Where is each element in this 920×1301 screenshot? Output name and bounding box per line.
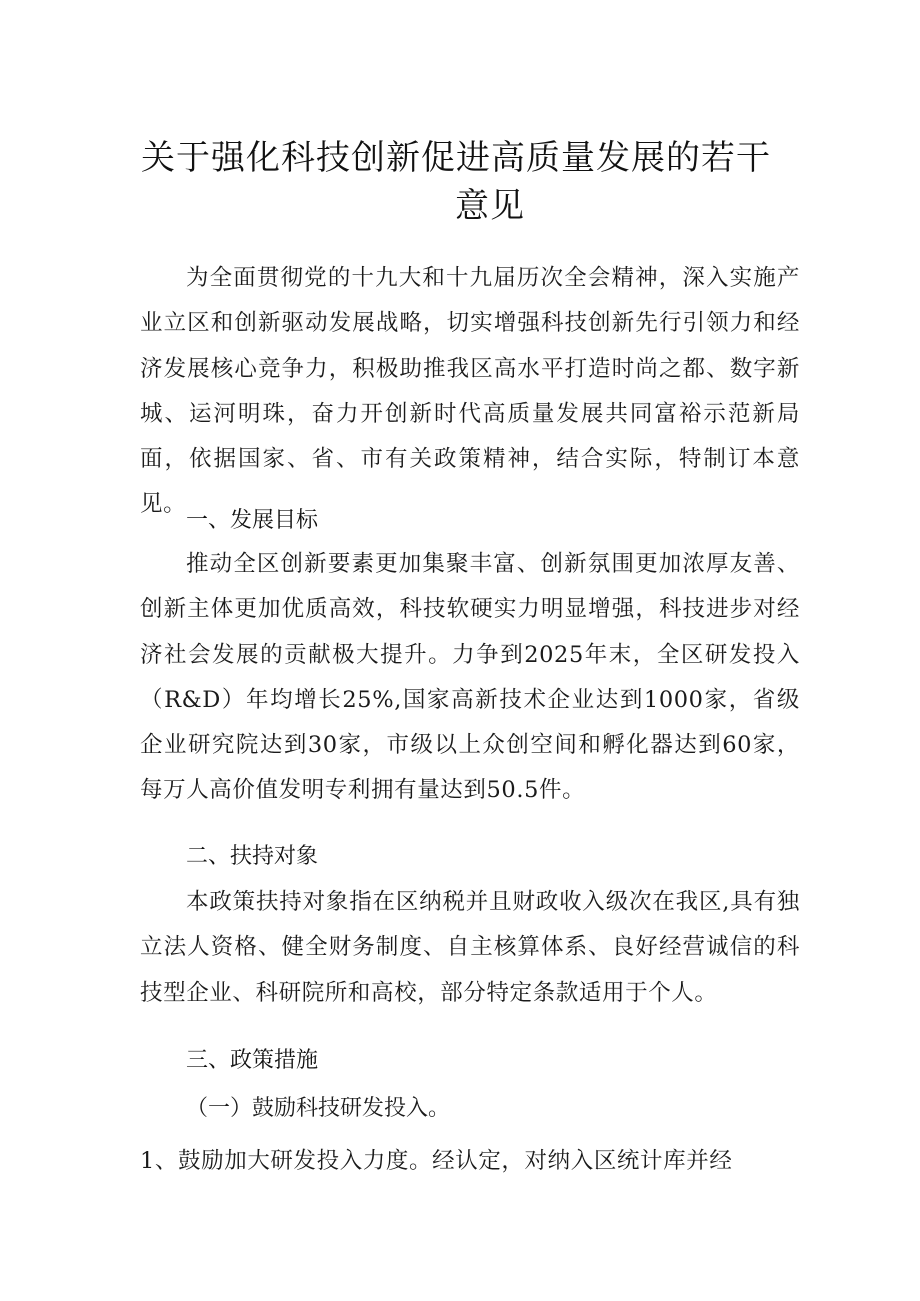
section-heading-targets: 二、扶持对象 <box>186 844 319 869</box>
measures-item-1: 1、鼓励加大研发投入力度。经认定，对纳入区统计库并经 <box>140 1148 733 1174</box>
measures-subheading: （一）鼓励科技研发投入。 <box>186 1096 451 1121</box>
intro-paragraph-block <box>140 256 800 528</box>
intro-paragraph: 为全面贯彻党的十九大和十九届历次全会精神，深入实施产业立区和创新驱动发展战略，切实增强科技创新先行引领力和经济发展核心竞争力，积极助推我区高水平打造时尚之都、数字新城、运河明珠，奋力开创新时代高质量发展共同富裕示范新局面，依据国家、省、市有关政策精神，结合实际，特制订本意见。 <box>140 265 800 518</box>
goals-paragraph: 推动全区创新要素更加集聚丰富、创新氛围更加浓厚友善、创新主体更加优质高效，科技软硬实力明显增强，科技进步对经济社会发展的贡献极大提升。力争到2025年末，全区研发投入（R&D）年均增长25%,国家高新技术企业达到1000家，省级企业研究院达到30家，市级以上众创空间和孵化器达到60家，每万人高价值发明专利拥有量达到50.5件。 <box>140 551 800 804</box>
section-heading-goals: 一、发展目标 <box>186 508 319 533</box>
document-title-line-2: 意见 <box>455 186 525 226</box>
goals-paragraph-block <box>140 542 800 814</box>
document-title-line-1: 关于强化科技创新促进高质量发展的若干 <box>141 138 771 178</box>
targets-paragraph-block <box>140 880 800 1016</box>
targets-paragraph: 本政策扶持对象指在区纳税并且财政收入级次在我区,具有独立法人资格、健全财务制度、自主核算体系、良好经营诚信的科技型企业、科研院所和高校，部分特定条款适用于个人。 <box>140 889 800 1006</box>
section-heading-measures: 三、政策措施 <box>186 1048 319 1073</box>
